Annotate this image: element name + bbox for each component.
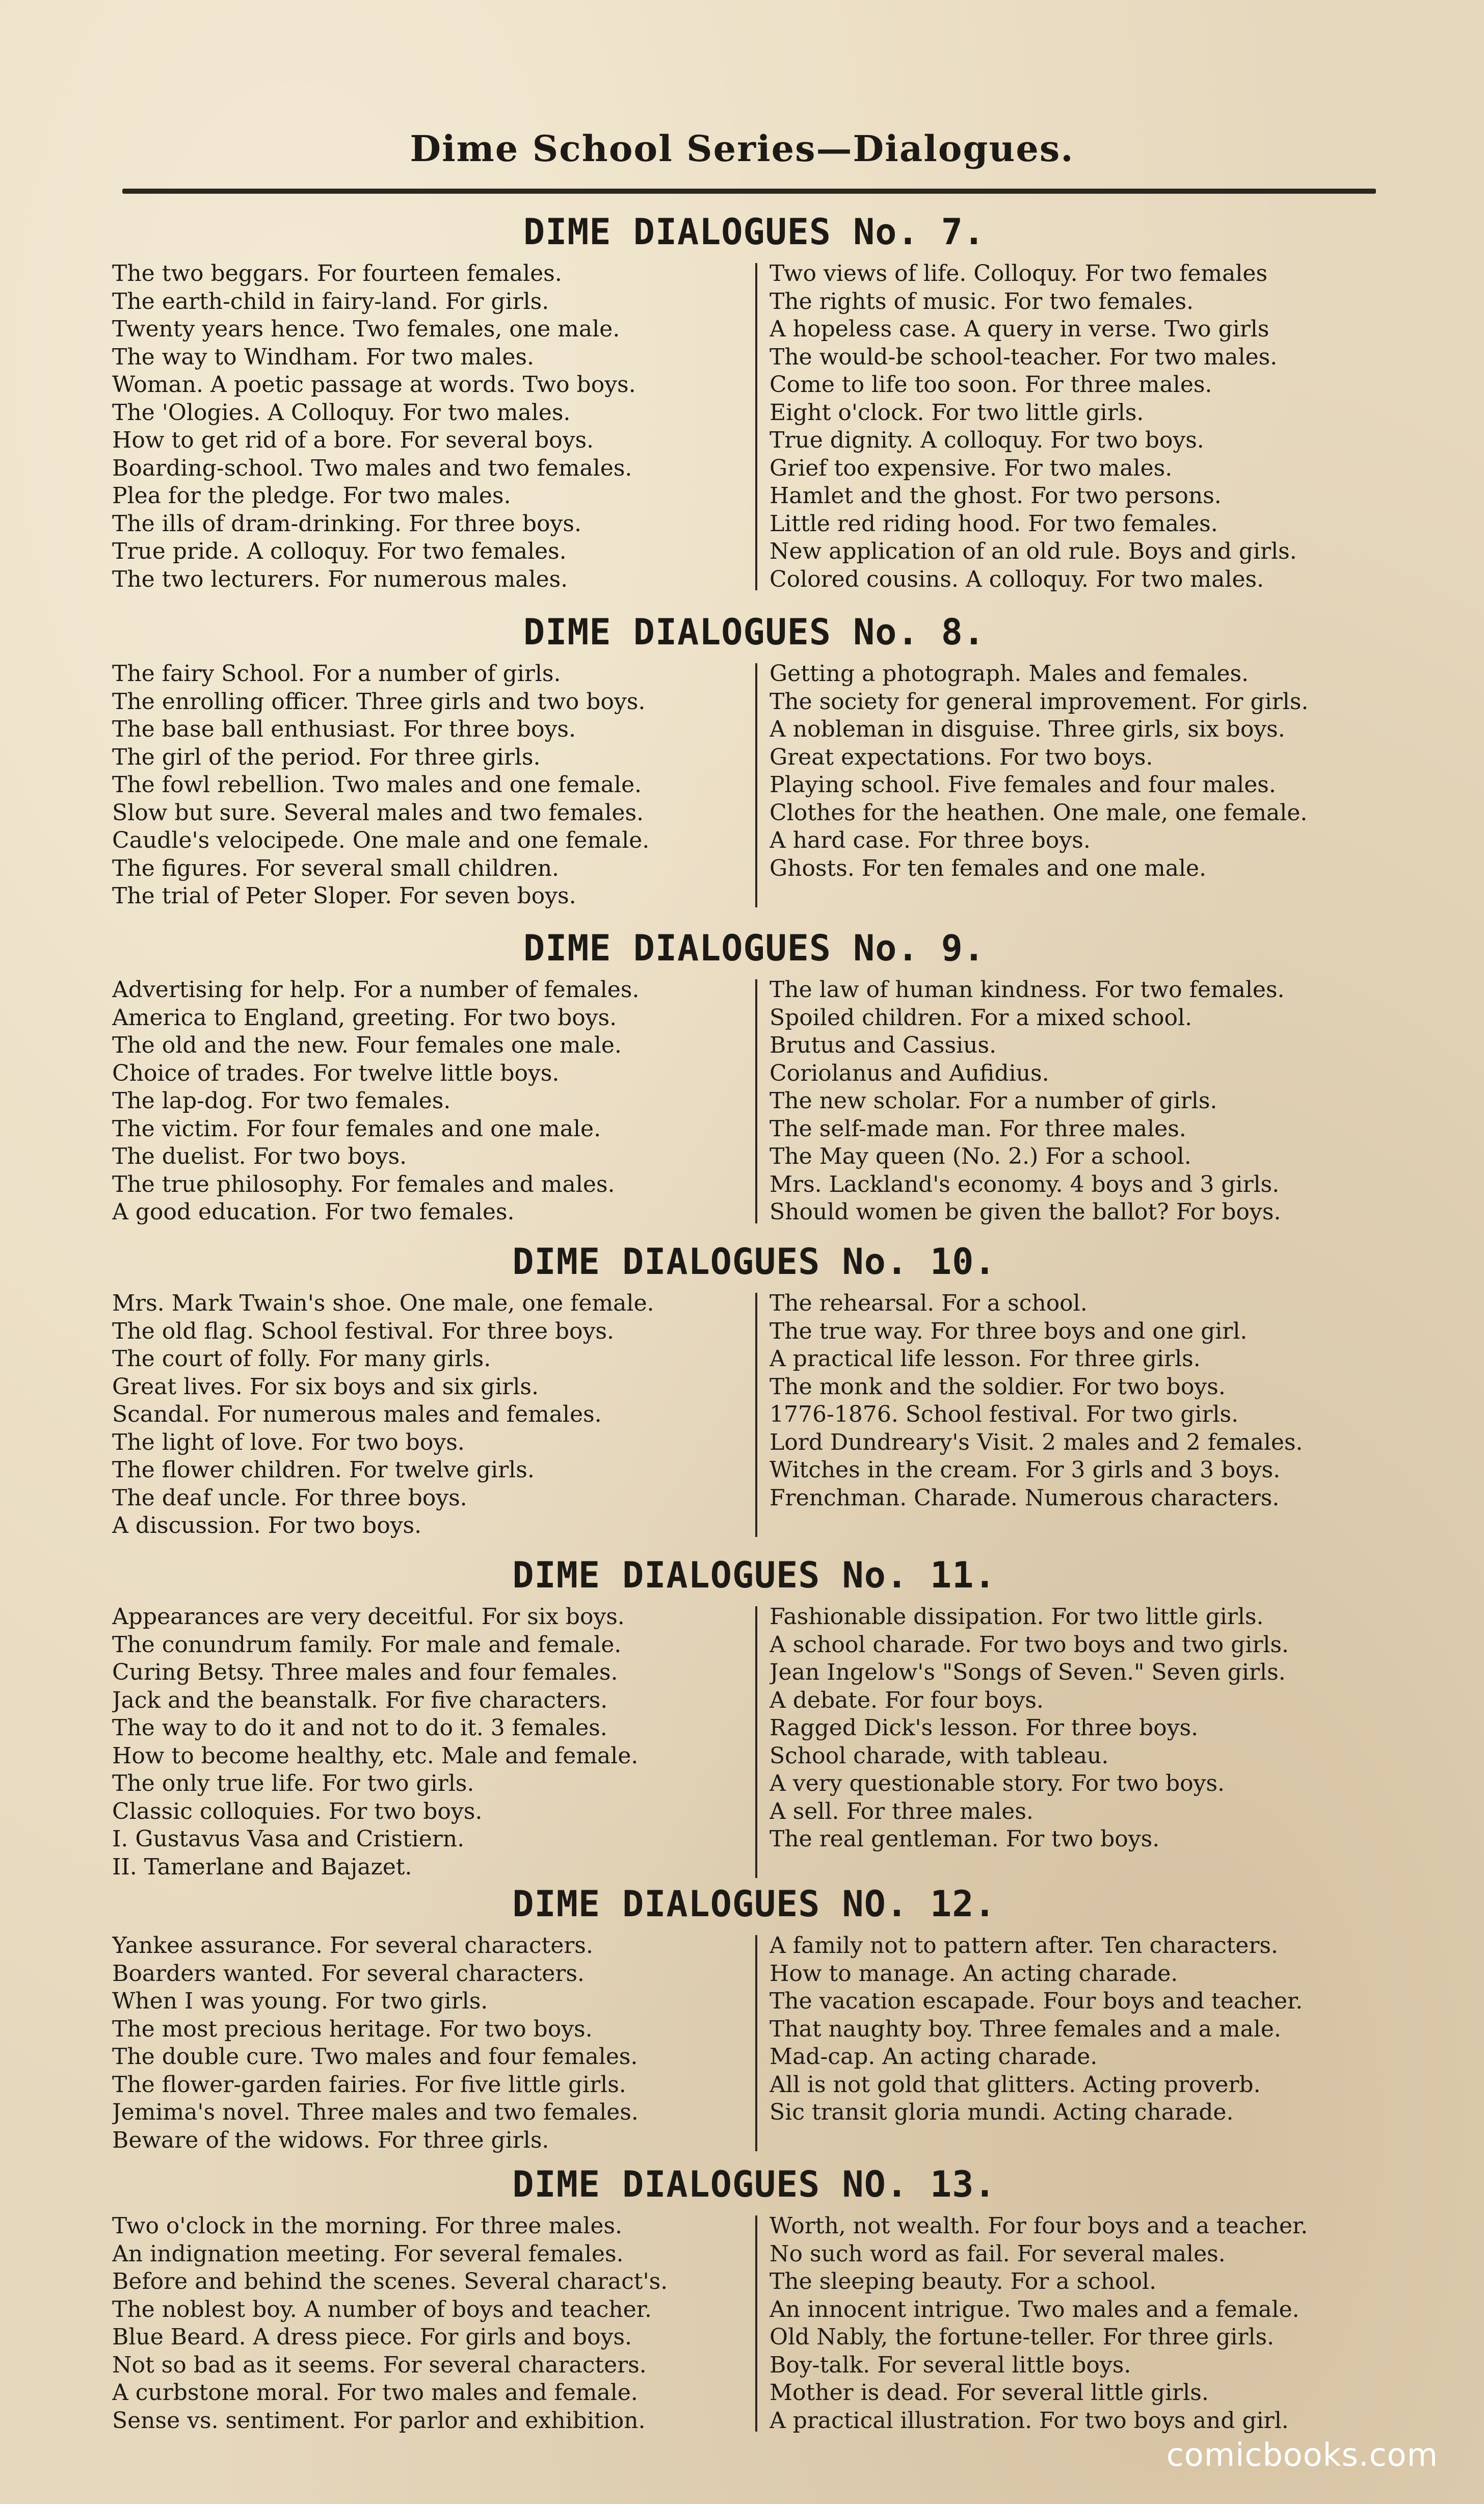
dialogue-entry: The real gentleman. For two boys. — [770, 1826, 1160, 1852]
left-column — [112, 660, 749, 910]
dialogue-entry: Great lives. For six boys and six girls. — [112, 1373, 539, 1400]
dialogue-entry: The two beggars. For fourteen females. — [112, 260, 562, 286]
dialogue-entry: The flower-garden fairies. For five little girls. — [112, 2071, 626, 2098]
dialogue-entry: Caudle's velocipede. One male and one female. — [112, 827, 650, 853]
section-columns — [112, 1290, 1396, 1540]
section-title: DIME DIALOGUES No. 7. — [523, 211, 985, 253]
dialogue-entry: A discussion. For two boys. — [112, 1512, 422, 1538]
dialogue-entry: The girl of the period. For three girls. — [112, 744, 541, 770]
dialogue-section — [112, 1876, 1396, 2154]
dialogue-entry: Twenty years hence. Two females, one male. — [112, 316, 620, 342]
dialogue-section — [112, 204, 1396, 593]
dialogue-entry: The way to do it and not to do it. 3 females. — [112, 1715, 607, 1741]
dialogue-entry: Clothes for the heathen. One male, one female. — [770, 799, 1308, 826]
dialogue-entry: Witches in the cream. For 3 girls and 3 boys. — [770, 1457, 1281, 1483]
section-title: DIME DIALOGUES No. 9. — [523, 927, 985, 969]
dialogue-entry: The most precious heritage. For two boys. — [112, 2016, 593, 2042]
dialogue-section — [112, 2156, 1396, 2435]
dialogue-entry: Jack and the beanstalk. For five characters. — [112, 1687, 608, 1713]
dialogue-entry: How to become healthy, etc. Male and female. — [112, 1742, 639, 1769]
dialogue-entry: Mrs. Mark Twain's shoe. One male, one female. — [112, 1290, 654, 1316]
dialogue-entry: That naughty boy. Three females and a male. — [770, 2016, 1281, 2042]
section-columns — [112, 1603, 1396, 1881]
right-column — [749, 2212, 1386, 2435]
dialogue-entry: A curbstone moral. For two males and female. — [112, 2380, 638, 2406]
section-columns — [112, 1932, 1396, 2154]
right-column — [749, 976, 1386, 1227]
dialogue-entry: II. Tamerlane and Bajazet. — [112, 1854, 412, 1880]
dialogue-entry: Woman. A poetic passage at words. Two boys. — [112, 372, 636, 398]
dialogue-entry: The flower children. For twelve girls. — [112, 1457, 535, 1483]
dialogue-section — [112, 1547, 1396, 1881]
dialogue-entry: Eight o'clock. For two little girls. — [770, 399, 1144, 426]
dialogue-entry: Mother is dead. For several little girls. — [770, 2380, 1209, 2406]
dialogue-entry: Grief too expensive. For two males. — [770, 455, 1173, 481]
right-column — [749, 1932, 1386, 2154]
dialogue-entry: The rehearsal. For a school. — [770, 1290, 1088, 1316]
dialogue-entry: A sell. For three males. — [770, 1798, 1034, 1824]
column-divider — [755, 1935, 757, 2151]
dialogue-entry: Beware of the widows. For three girls. — [112, 2127, 549, 2153]
dialogue-entry: The way to Windham. For two males. — [112, 344, 534, 370]
dialogue-entry: The rights of music. For two females. — [770, 288, 1194, 315]
dialogue-entry: New application of an old rule. Boys and girls. — [770, 538, 1297, 564]
dialogue-entry: A hard case. For three boys. — [770, 827, 1091, 853]
dialogue-entry: The ills of dram-drinking. For three boys. — [112, 510, 581, 537]
dialogue-entry: When I was young. For two girls. — [112, 1988, 488, 2014]
dialogue-entry: The noblest boy. A number of boys and teacher. — [112, 2296, 652, 2323]
dialogue-entry: A practical illustration. For two boys and girl. — [770, 2407, 1289, 2434]
column-divider — [755, 663, 757, 907]
dialogue-entry: Playing school. Five females and four males. — [770, 772, 1276, 798]
dialogue-entry: The trial of Peter Sloper. For seven boys. — [112, 883, 576, 909]
dialogue-entry: The vacation escapade. Four boys and teacher. — [770, 1988, 1303, 2014]
dialogue-entry: The victim. For four females and one male. — [112, 1115, 601, 1142]
dialogue-entry: A school charade. For two boys and two girls. — [770, 1631, 1289, 1658]
dialogue-entry: The fowl rebellion. Two males and one female. — [112, 772, 642, 798]
dialogue-entry: The sleeping beauty. For a school. — [770, 2268, 1157, 2294]
left-column — [112, 2212, 749, 2435]
column-divider — [755, 263, 757, 590]
dialogue-section — [112, 920, 1396, 1227]
dialogue-entry: School charade, with tableau. — [770, 1742, 1109, 1769]
dialogue-entry: An innocent intrigue. Two males and a female. — [770, 2296, 1300, 2323]
section-title: DIME DIALOGUES NO. 12. — [512, 1883, 996, 1925]
dialogue-entry: America to England, greeting. For two boys. — [112, 1004, 617, 1031]
dialogue-entry: Appearances are very deceitful. For six boys. — [112, 1604, 625, 1630]
dialogue-entry: The lap-dog. For two females. — [112, 1088, 451, 1114]
dialogue-entry: Scandal. For numerous males and females. — [112, 1401, 602, 1427]
section-columns — [112, 660, 1396, 910]
dialogue-entry: A practical life lesson. For three girls. — [770, 1346, 1201, 1372]
dialogue-entry: The would-be school-teacher. For two males. — [770, 344, 1278, 370]
left-column — [112, 976, 749, 1227]
dialogue-entry: The only true life. For two girls. — [112, 1770, 474, 1796]
dialogue-section — [112, 604, 1396, 910]
dialogue-entry: How to manage. An acting charade. — [770, 1960, 1178, 1987]
dialogue-entry: The true way. For three boys and one girl. — [770, 1318, 1248, 1344]
left-column — [112, 1603, 749, 1881]
dialogue-entry: Brutus and Cassius. — [770, 1032, 997, 1058]
dialogue-entry: The duelist. For two boys. — [112, 1143, 407, 1169]
dialogue-entry: Boarders wanted. For several characters. — [112, 1960, 585, 1987]
section-title: DIME DIALOGUES No. 11. — [512, 1554, 996, 1596]
right-column — [749, 1290, 1386, 1540]
section-title: DIME DIALOGUES No. 8. — [523, 611, 985, 653]
dialogue-entry: Plea for the pledge. For two males. — [112, 483, 511, 509]
dialogue-entry: The true philosophy. For females and males. — [112, 1171, 615, 1197]
dialogue-entry: Two o'clock in the morning. For three males. — [112, 2213, 622, 2239]
right-column — [749, 660, 1386, 910]
right-column — [749, 260, 1386, 593]
dialogue-entry: Great expectations. For two boys. — [770, 744, 1153, 770]
dialogue-entry: Before and behind the scenes. Several charact's. — [112, 2268, 668, 2294]
dialogue-entry: A family not to pattern after. Ten characters. — [770, 1933, 1278, 1959]
dialogue-entry: A debate. For four boys. — [770, 1687, 1044, 1713]
dialogue-entry: True pride. A colloquy. For two females. — [112, 538, 567, 564]
left-column — [112, 1932, 749, 2154]
dialogue-entry: The figures. For several small children. — [112, 855, 560, 881]
watermark-logo: comicbooks.com — [1166, 2436, 1438, 2473]
dialogue-entry: Mad-cap. An acting charade. — [770, 2044, 1098, 2070]
dialogue-entry: Slow but sure. Several males and two females. — [112, 799, 644, 826]
column-divider — [755, 1293, 757, 1537]
dialogue-entry: Old Nably, the fortune-teller. For three girls. — [770, 2324, 1275, 2350]
dialogue-entry: The monk and the soldier. For two boys. — [770, 1373, 1226, 1400]
dialogue-entry: The 'Ologies. A Colloquy. For two males. — [112, 399, 571, 426]
section-columns — [112, 976, 1396, 1227]
dialogue-entry: The enrolling officer. Three girls and two boys. — [112, 688, 646, 715]
dialogue-section — [112, 1234, 1396, 1540]
dialogue-entry: True dignity. A colloquy. For two boys. — [770, 427, 1204, 453]
dialogue-entry: Jemima's novel. Three males and two females. — [112, 2099, 639, 2125]
dialogue-entry: Advertising for help. For a number of females. — [112, 977, 640, 1003]
left-column — [112, 260, 749, 593]
dialogue-entry: The court of folly. For many girls. — [112, 1346, 491, 1372]
dialogue-entry: Ghosts. For ten females and one male. — [770, 855, 1207, 881]
dialogue-entry: All is not gold that glitters. Acting proverb. — [770, 2071, 1261, 2098]
dialogue-entry: Jean Ingelow's "Songs of Seven." Seven girls. — [770, 1659, 1286, 1685]
dialogue-entry: Not so bad as it seems. For several characters. — [112, 2352, 647, 2378]
column-divider — [755, 1606, 757, 1878]
dialogue-entry: Colored cousins. A colloquy. For two males. — [770, 566, 1264, 592]
dialogue-entry: Getting a photograph. Males and females. — [770, 661, 1249, 687]
dialogue-entry: Should women be given the ballot? For boys. — [770, 1199, 1281, 1225]
dialogue-entry: The base ball enthusiast. For three boys. — [112, 716, 576, 742]
dialogue-entry: The deaf uncle. For three boys. — [112, 1484, 467, 1511]
left-column — [112, 1290, 749, 1540]
dialogue-entry: The two lecturers. For numerous males. — [112, 566, 568, 592]
dialogue-entry: The fairy School. For a number of girls. — [112, 661, 561, 687]
dialogue-entry: The light of love. For two boys. — [112, 1429, 465, 1455]
section-columns — [112, 260, 1396, 593]
dialogue-entry: The May queen (No. 2.) For a school. — [770, 1143, 1191, 1169]
dialogue-entry: How to get rid of a bore. For several boys. — [112, 427, 594, 453]
dialogue-entry: Come to life too soon. For three males. — [770, 372, 1212, 398]
section-title: DIME DIALOGUES No. 10. — [512, 1241, 996, 1283]
dialogue-entry: 1776-1876. School festival. For two girls. — [770, 1401, 1239, 1427]
dialogue-entry: Hamlet and the ghost. For two persons. — [770, 483, 1222, 509]
dialogue-entry: The self-made man. For three males. — [770, 1115, 1186, 1142]
dialogue-entry: Lord Dundreary's Visit. 2 males and 2 females. — [770, 1429, 1303, 1455]
dialogue-entry: The conundrum family. For male and female. — [112, 1631, 622, 1658]
dialogue-entry: The old and the new. Four females one male. — [112, 1032, 622, 1058]
dialogue-entry: Two views of life. Colloquy. For two females — [770, 260, 1268, 286]
dialogue-entry: Boy-talk. For several little boys. — [770, 2352, 1131, 2378]
dialogue-entry: Coriolanus and Aufidius. — [770, 1060, 1049, 1086]
dialogue-entry: The law of human kindness. For two females. — [770, 977, 1285, 1003]
dialogue-entry: I. Gustavus Vasa and Cristiern. — [112, 1826, 465, 1852]
dialogue-entry: A hopeless case. A query in verse. Two girls — [770, 316, 1269, 342]
dialogue-entry: An indignation meeting. For several females. — [112, 2240, 624, 2267]
dialogue-entry: The new scholar. For a number of girls. — [770, 1088, 1217, 1114]
dialogue-entry: Yankee assurance. For several characters. — [112, 1933, 593, 1959]
section-title: DIME DIALOGUES NO. 13. — [512, 2163, 996, 2205]
dialogue-entry: Little red riding hood. For two females. — [770, 510, 1218, 537]
dialogue-entry: Boarding-school. Two males and two females. — [112, 455, 632, 481]
dialogue-entry: Choice of trades. For twelve little boys. — [112, 1060, 560, 1086]
column-divider — [755, 979, 757, 1223]
dialogue-entry: Sic transit gloria mundi. Acting charade. — [770, 2099, 1234, 2125]
dialogue-entry: Blue Beard. A dress piece. For girls and boys. — [112, 2324, 632, 2350]
dialogue-entry: A good education. For two females. — [112, 1199, 515, 1225]
dialogue-entry: The society for general improvement. For girls. — [770, 688, 1309, 715]
dialogue-entry: Frenchman. Charade. Numerous characters. — [770, 1484, 1280, 1511]
dialogue-entry: A nobleman in disguise. Three girls, six boys. — [770, 716, 1285, 742]
column-divider — [755, 2215, 757, 2432]
dialogue-entry: Sense vs. sentiment. For parlor and exhibition. — [112, 2407, 646, 2434]
dialogue-entry: Curing Betsy. Three males and four females. — [112, 1659, 618, 1685]
dialogue-entry: The old flag. School festival. For three boys. — [112, 1318, 614, 1344]
dialogue-entry: Mrs. Lackland's economy. 4 boys and 3 girls. — [770, 1171, 1280, 1197]
section-columns — [112, 2212, 1396, 2435]
dialogue-entry: Worth, not wealth. For four boys and a teacher. — [770, 2213, 1308, 2239]
page-header: Dime School Series—Dialogues. — [410, 127, 1074, 170]
dialogue-entry: Spoiled children. For a mixed school. — [770, 1004, 1192, 1031]
dialogue-entry: Fashionable dissipation. For two little girls. — [770, 1604, 1264, 1630]
dialogue-entry: Ragged Dick's lesson. For three boys. — [770, 1715, 1199, 1741]
dialogue-entry: No such word as fail. For several males. — [770, 2240, 1226, 2267]
dialogue-entry: A very questionable story. For two boys. — [770, 1770, 1225, 1796]
header-rule — [122, 189, 1376, 194]
dialogue-entry: The double cure. Two males and four females. — [112, 2044, 638, 2070]
dialogue-entry: Classic colloquies. For two boys. — [112, 1798, 483, 1824]
right-column — [749, 1603, 1386, 1881]
dialogue-entry: The earth-child in fairy-land. For girls. — [112, 288, 549, 315]
